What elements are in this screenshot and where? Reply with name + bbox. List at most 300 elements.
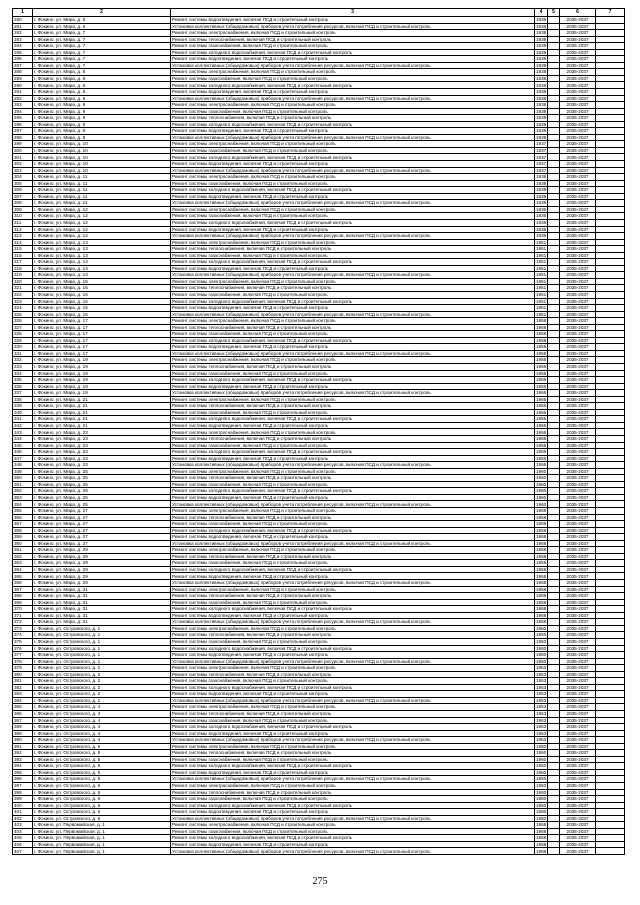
- address-cell: г. Фокино, ул. Мира, д. 29: [33, 573, 171, 580]
- year-cell: 1936: [536, 206, 547, 212]
- address-cell: г. Фокино, ул. Мира, д. 6: [33, 17, 171, 24]
- address-cell: г. Фокино, ул. Мира, д. 25: [33, 501, 171, 508]
- period-cell: 2035-2037: [560, 737, 596, 744]
- year-cell: 1939: [536, 102, 547, 108]
- row-number-cell: 390: [13, 737, 33, 744]
- row-number-cell: 302: [13, 161, 33, 168]
- row-number-cell: 314: [13, 239, 33, 246]
- year-cell: 1951: [536, 305, 547, 311]
- year-cell: 1958: [536, 822, 547, 828]
- row-number-cell: 334: [13, 370, 33, 377]
- period-cell: 2035-2037: [560, 167, 596, 174]
- address-cell: г. Фокино, ул. Мира, д. 31: [33, 619, 171, 626]
- work-type-cell: Ремонт системы водоотведения, включая ПСД и строительный контроль: [171, 193, 535, 200]
- work-type-cell: Ремонт системы газоснабжения, включая ПСД и строительный контроль: [171, 43, 535, 50]
- year-cell: 1960: [536, 494, 547, 500]
- row-number-cell: 296: [13, 121, 33, 128]
- year-cell: 1953: [536, 724, 547, 730]
- year-cell: 1956: [536, 390, 547, 396]
- address-cell: г. Фокино, ул. Островского, д. 6: [33, 809, 171, 816]
- work-type-cell: Ремонт системы холодного водоснабжения, включая ПСД и строительный контроль: [171, 154, 535, 161]
- address-cell: г. Фокино, ул. Мира, д. 31: [33, 606, 171, 613]
- year-cell: 1950: [536, 763, 547, 769]
- year-cell: 1936: [536, 220, 547, 225]
- period-cell: 2035-2037: [560, 161, 596, 168]
- year-cell: 1939: [536, 121, 547, 127]
- header-cell-6: 6: [560, 9, 596, 17]
- row-number-cell: 354: [13, 501, 33, 508]
- period-cell: 2035-2037: [560, 455, 596, 462]
- address-cell: г. Фокино, ул. Островского, д. 4: [33, 724, 171, 731]
- period-cell: 2035-2037: [560, 828, 596, 835]
- row-number-cell: 383: [13, 691, 33, 698]
- work-type-cell: Ремонт системы теплоснабжения, включая ПСД и строительный контроль: [171, 475, 535, 482]
- address-cell: г. Фокино, ул. Мира, д. 9: [33, 108, 171, 115]
- row-number-cell: 391: [13, 743, 33, 750]
- address-cell: г. Фокино, ул. Островского, д. 1: [33, 658, 171, 665]
- address-cell: г. Фокино, ул. Островского, д. 6: [33, 782, 171, 789]
- address-cell: г. Фокино, ул. Мира, д. 9: [33, 121, 171, 128]
- address-cell: г. Фокино, ул. Островского, д. 6: [33, 789, 171, 796]
- row-number-cell: 304: [13, 174, 33, 181]
- year-cell: 1951: [536, 298, 547, 304]
- address-cell: г. Фокино, ул. Мира, д. 15: [33, 305, 171, 312]
- address-cell: г. Фокино, ул. Островского, д. 4: [33, 737, 171, 744]
- row-number-cell: 401: [13, 809, 33, 816]
- work-type-cell: Установка коллективных (общедомовых) приборов учета потребления ресурсов, включая ПСД и строительный контроль: [171, 658, 535, 665]
- row-number-cell: 310: [13, 213, 33, 220]
- row-number-cell: 375: [13, 638, 33, 645]
- address-cell: г. Фокино, ул. Мира, д. 17: [33, 337, 171, 344]
- row-number-cell: 301: [13, 154, 33, 161]
- col7-cell: [596, 848, 625, 855]
- address-cell: г. Фокино, ул. Мира, д. 27: [33, 521, 171, 528]
- address-cell: г. Фокино, ул. Мира, д. 25: [33, 475, 171, 482]
- address-cell: г. Фокино, ул. Мира, д. 13: [33, 265, 171, 272]
- row-number-cell: 312: [13, 226, 33, 233]
- year-cell: 1951: [536, 278, 547, 284]
- row-number-cell: 404: [13, 828, 33, 835]
- year-cell: 1958: [536, 344, 547, 350]
- year-cell: 1956: [536, 396, 547, 402]
- row-number-cell: 294: [13, 108, 33, 115]
- work-type-cell: Ремонт системы газоснабжения, включая ПСД и строительный контроль: [171, 75, 535, 82]
- address-cell: г. Фокино, ул. Мира, д. 21: [33, 422, 171, 429]
- work-type-cell: Установка коллективных (общедомовых) приборов учета потребления ресурсов, включая ПСД и строительный контроль: [171, 233, 535, 240]
- address-cell: г. Фокино, ул. Островского, д. 2: [33, 665, 171, 672]
- row-number-cell: 289: [13, 75, 33, 82]
- row-number-cell: 318: [13, 265, 33, 272]
- year-cell: 1958: [536, 514, 547, 520]
- period-cell: 2035-2037: [560, 724, 596, 731]
- year-cell: 1950: [536, 783, 547, 789]
- year-cell: 1958: [536, 540, 547, 546]
- year-cell: 1953: [536, 730, 547, 736]
- address-cell: г. Фокино, ул. Мира, д. 15: [33, 298, 171, 305]
- work-type-cell: Ремонт системы водоотведения, включая ПСД и строительный контроль: [171, 612, 535, 619]
- address-cell: г. Фокино, ул. Островского, д. 5: [33, 750, 171, 757]
- period-cell: 2035-2037: [560, 527, 596, 534]
- period-cell: 2035-2037: [560, 187, 596, 194]
- work-type-cell: Ремонт системы газоснабжения, включая ПСД и строительный контроль: [171, 442, 535, 449]
- work-type-cell: Установка коллективных (общедомовых) приборов учета потребления ресурсов, включая ПСД и строительный контроль: [171, 697, 535, 704]
- year-cell: 1939: [536, 134, 547, 140]
- header-cell-4: 4: [535, 9, 548, 17]
- work-type-cell: Установка коллективных (общедомовых) приборов учета потребления ресурсов, включая ПСД и строительный контроль: [171, 737, 535, 744]
- row-number-cell: 339: [13, 403, 33, 410]
- period-cell: 2035-2037: [560, 671, 596, 678]
- work-type-cell: Ремонт системы электроснабжения, включая ПСД и строительный контроль: [171, 704, 535, 711]
- work-type-cell: Ремонт системы электроснабжения, включая ПСД и строительный контроль: [171, 278, 535, 285]
- period-cell: 2035-2037: [560, 115, 596, 122]
- year-cell: 1956: [536, 436, 547, 442]
- year-cell: 1958: [536, 560, 547, 566]
- work-type-cell: Ремонт системы теплоснабжения, включая ПСД и строительный контроль: [171, 514, 535, 521]
- work-type-cell: Ремонт системы теплоснабжения, включая ПСД и строительный контроль: [171, 553, 535, 560]
- period-cell: 2035-2037: [560, 822, 596, 829]
- address-cell: г. Фокино, ул. Островского, д. 1: [33, 652, 171, 659]
- work-type-cell: Установка коллективных (общедомовых) приборов учета потребления ресурсов, включая ПСД и строительный контроль: [171, 23, 535, 30]
- year-cell: 1950: [536, 639, 547, 644]
- row-number-cell: 361: [13, 547, 33, 554]
- period-cell: 2035-2037: [560, 337, 596, 344]
- period-cell: 2035-2037: [560, 599, 596, 606]
- row-number-cell: 308: [13, 200, 33, 207]
- work-type-cell: Ремонт системы холодного водоснабжения, включая ПСД и строительный контроль: [171, 802, 535, 809]
- work-type-cell: Ремонт системы холодного водоснабжения, включая ПСД и строительный контроль: [171, 566, 535, 573]
- year-cell: 1950: [536, 789, 547, 795]
- period-cell: 2035-2037: [560, 23, 596, 30]
- year-cell: 1960: [536, 501, 547, 507]
- work-type-cell: Ремонт системы холодного водоснабжения, включая ПСД и строительный контроль: [171, 835, 535, 842]
- year-cell: 1956: [536, 409, 547, 415]
- address-cell: г. Фокино, ул. Мира, д. 17: [33, 324, 171, 331]
- work-type-cell: Ремонт системы холодного водоснабжения, включая ПСД и строительный контроль: [171, 298, 535, 305]
- work-type-cell: Ремонт системы газоснабжения, включая ПСД и строительный контроль: [171, 796, 535, 803]
- year-cell: 1939: [536, 30, 547, 36]
- address-cell: г. Фокино, ул. Мира, д. 9: [33, 102, 171, 109]
- period-cell: 2035-2037: [560, 377, 596, 384]
- period-cell: 2035-2037: [560, 429, 596, 436]
- address-cell: г. Фокино, ул. Первомайская, д. 1: [33, 848, 171, 855]
- year-cell: 1960: [536, 481, 547, 487]
- work-type-cell: Ремонт системы газоснабжения, включая ПСД и строительный контроль: [171, 252, 535, 259]
- period-cell: 2035-2037: [560, 30, 596, 37]
- work-type-cell: Ремонт системы холодного водоснабжения, включая ПСД и строительный контроль: [171, 763, 535, 770]
- work-type-cell: Ремонт системы теплоснабжения, включая ПСД и строительный контроль: [171, 363, 535, 370]
- work-type-cell: Ремонт системы электроснабжения, включая ПСД и строительный контроль: [171, 357, 535, 364]
- work-type-cell: Ремонт системы теплоснабжения, включая ПСД и строительный контроль: [171, 324, 535, 331]
- row-number-cell: 366: [13, 580, 33, 587]
- work-type-cell: Ремонт системы водоотведения, включая ПСД и строительный контроль: [171, 265, 535, 272]
- year-cell: 1939: [536, 180, 547, 186]
- address-cell: г. Фокино, ул. Мира, д. 17: [33, 350, 171, 357]
- year-cell: 1958: [536, 573, 547, 579]
- row-number-cell: 369: [13, 599, 33, 606]
- work-type-cell: Ремонт системы холодного водоснабжения, включая ПСД и строительный контроль: [171, 488, 535, 495]
- work-type-cell: Ремонт системы теплоснабжения, включая ПСД и строительный контроль: [171, 671, 535, 678]
- capital-repair-table: [12, 8, 625, 855]
- year-cell: 1958: [536, 547, 547, 553]
- period-cell: 2035-2037: [560, 298, 596, 305]
- period-cell: 2035-2037: [560, 213, 596, 220]
- row-number-cell: 335: [13, 377, 33, 384]
- row-number-cell: 355: [13, 508, 33, 515]
- period-cell: 2035-2037: [560, 89, 596, 96]
- work-type-cell: Установка коллективных (общедомовых) приборов учета потребления ресурсов, включая ПСД и строительный контроль: [171, 501, 535, 508]
- work-type-cell: Ремонт системы газоснабжения, включая ПСД и строительный контроль: [171, 828, 535, 835]
- address-cell: г. Фокино, ул. Мира, д. 13: [33, 239, 171, 246]
- work-type-cell: Ремонт системы холодного водоснабжения, включая ПСД и строительный контроль: [171, 82, 535, 89]
- year-cell: 1958: [536, 606, 547, 612]
- year-cell: 1956: [536, 422, 547, 428]
- period-cell: 2035-2037: [560, 776, 596, 783]
- row-number-cell: 327: [13, 324, 33, 331]
- year-cell: 1951: [536, 252, 547, 258]
- period-cell: 2035-2037: [560, 246, 596, 253]
- address-cell: г. Фокино, ул. Мира, д. 23: [33, 462, 171, 469]
- address-cell: г. Фокино, ул. Островского, д. 4: [33, 704, 171, 711]
- address-cell: г. Фокино, ул. Мира, д. 11: [33, 187, 171, 194]
- address-cell: г. Фокино, ул. Мира, д. 11: [33, 200, 171, 207]
- row-number-cell: 395: [13, 769, 33, 776]
- address-cell: г. Фокино, ул. Мира, д. 12: [33, 226, 171, 233]
- year-cell: 1938: [536, 69, 547, 75]
- period-cell: 2035-2037: [560, 174, 596, 181]
- address-cell: г. Фокино, ул. Мира, д. 23: [33, 442, 171, 449]
- year-cell: 1953: [536, 671, 547, 677]
- row-number-cell: 307: [13, 193, 33, 200]
- row-number-cell: 378: [13, 658, 33, 665]
- period-cell: 2035-2037: [560, 756, 596, 763]
- year-cell: 1936: [536, 233, 547, 239]
- year-cell: 1937: [536, 167, 547, 173]
- header-cell-2: 2: [33, 9, 171, 17]
- year-cell: 1938: [536, 89, 547, 95]
- work-type-cell: Установка коллективных (общедомовых) приборов учета потребления ресурсов, включая ПСД и строительный контроль: [171, 95, 535, 102]
- row-number-cell: 382: [13, 684, 33, 691]
- address-cell: г. Фокино, ул. Мира, д. 27: [33, 534, 171, 541]
- period-cell: 2035-2037: [560, 521, 596, 528]
- period-cell: 2035-2037: [560, 285, 596, 292]
- row-number-cell: 402: [13, 815, 33, 822]
- year-cell: 1950: [536, 776, 547, 782]
- period-cell: 2035-2037: [560, 802, 596, 809]
- row-number-cell: 387: [13, 717, 33, 724]
- year-cell: 1939: [536, 115, 547, 121]
- row-number-cell: 330: [13, 344, 33, 351]
- work-type-cell: Ремонт системы газоснабжения, включая ПСД и строительный контроль: [171, 560, 535, 567]
- period-cell: 2035-2037: [560, 370, 596, 377]
- year-cell: 1937: [536, 154, 547, 160]
- year-cell: 1956: [536, 462, 547, 468]
- address-cell: г. Фокино, ул. Мира, д. 15: [33, 278, 171, 285]
- year-cell: 1939: [536, 62, 547, 68]
- row-number-cell: 345: [13, 442, 33, 449]
- row-number-cell: 342: [13, 422, 33, 429]
- address-cell: г. Фокино, ул. Островского, д. 5: [33, 769, 171, 776]
- address-cell: г. Фокино, ул. Мира, д. 29: [33, 566, 171, 573]
- period-cell: 2035-2037: [560, 586, 596, 593]
- row-number-cell: 344: [13, 436, 33, 443]
- work-type-cell: Установка коллективных (общедомовых) приборов учета потребления ресурсов, включая ПСД и строительный контроль: [171, 272, 535, 279]
- year-cell: 1960: [536, 475, 547, 481]
- work-type-cell: Ремонт системы электроснабжения, включая ПСД и строительный контроль: [171, 665, 535, 672]
- period-cell: 2035-2037: [560, 252, 596, 259]
- year-cell: 1950: [536, 645, 547, 651]
- period-cell: 2035-2037: [560, 508, 596, 515]
- row-number-cell: 326: [13, 318, 33, 325]
- work-type-cell: Ремонт системы электроснабжения, включая ПСД и строительный контроль: [171, 69, 535, 76]
- work-type-cell: Ремонт системы электроснабжения, включая ПСД и строительный контроль: [171, 30, 535, 37]
- period-cell: 2035-2037: [560, 481, 596, 488]
- address-cell: г. Фокино, ул. Островского, д. 1: [33, 638, 171, 645]
- year-cell: 1958: [536, 619, 547, 625]
- period-cell: 2035-2037: [560, 580, 596, 587]
- work-type-cell: Ремонт системы холодного водоснабжения, включая ПСД и строительный контроль: [171, 377, 535, 384]
- year-cell: 1939: [536, 193, 547, 199]
- address-cell: г. Фокино, ул. Мира, д. 23: [33, 429, 171, 436]
- period-cell: 2035-2037: [560, 763, 596, 770]
- work-type-cell: Ремонт системы электроснабжения, включая ПСД и строительный контроль: [171, 822, 535, 829]
- address-cell: г. Фокино, ул. Мира, д. 7: [33, 56, 171, 63]
- row-number-cell: 324: [13, 305, 33, 312]
- row-number-cell: 305: [13, 180, 33, 187]
- address-cell: г. Фокино, ул. Мира, д. 27: [33, 508, 171, 515]
- year-cell: 1950: [536, 750, 547, 756]
- period-cell: 2035-2037: [560, 206, 596, 213]
- col5-cell: [548, 848, 560, 855]
- period-cell: 2035-2037: [560, 796, 596, 803]
- period-cell: 2035-2037: [560, 422, 596, 429]
- period-cell: 2035-2037: [560, 560, 596, 567]
- period-cell: 2035-2037: [560, 769, 596, 776]
- year-cell: 1951: [536, 292, 547, 298]
- period-cell: 2035-2037: [560, 658, 596, 665]
- address-cell: г. Фокино, ул. Мира, д. 7: [33, 49, 171, 56]
- period-cell: 2035-2037: [560, 17, 596, 24]
- row-number-cell: 285: [13, 49, 33, 56]
- row-number-cell: 336: [13, 383, 33, 390]
- work-type-cell: Ремонт системы теплоснабжения, включая ПСД и строительный контроль: [171, 115, 535, 122]
- work-type-cell: Ремонт системы теплоснабжения, включая ПСД и строительный контроль: [171, 285, 535, 292]
- address-cell: г. Фокино, ул. Островского, д. 5: [33, 776, 171, 783]
- year-cell: 1953: [536, 665, 547, 671]
- work-type-cell: Установка коллективных (общедомовых) приборов учета потребления ресурсов, включая ПСД и строительный контроль: [171, 167, 535, 174]
- row-number-cell: 385: [13, 704, 33, 711]
- year-cell: 1958: [536, 318, 547, 324]
- period-cell: 2035-2037: [560, 102, 596, 109]
- period-cell: 2035-2037: [560, 717, 596, 724]
- work-type-cell: Установка коллективных (общедомовых) приборов учета потребления ресурсов, включая ПСД и строительный контроль: [171, 540, 535, 547]
- header-row: [13, 9, 625, 17]
- work-type-cell: Ремонт системы электроснабжения, включая ПСД и строительный контроль: [171, 468, 535, 475]
- period-cell: 2035-2037: [560, 606, 596, 613]
- period-cell: 2035-2037: [560, 291, 596, 298]
- address-cell: г. Фокино, ул. Мира, д. 21: [33, 396, 171, 403]
- work-type-cell: Установка коллективных (общедомовых) приборов учета потребления ресурсов, включая ПСД и строительный контроль: [171, 619, 535, 626]
- row-number-cell: 295: [13, 115, 33, 122]
- work-type-cell: Ремонт системы водоотведения, включая ПСД и строительный контроль: [171, 455, 535, 462]
- work-type-cell: Ремонт системы электроснабжения, включая ПСД и строительный контроль: [171, 625, 535, 632]
- row-number-cell: 303: [13, 167, 33, 174]
- year-cell: 1950: [536, 796, 547, 802]
- period-cell: 2035-2037: [560, 514, 596, 521]
- address-cell: г. Фокино, ул. Мира, д. 29: [33, 553, 171, 560]
- row-number-cell: 398: [13, 789, 33, 796]
- row-number-cell: 381: [13, 678, 33, 685]
- year-cell: 1951: [536, 239, 547, 245]
- row-number-cell: 352: [13, 488, 33, 495]
- work-type-cell: Ремонт системы газоснабжения, включая ПСД и строительный контроль: [171, 213, 535, 220]
- row-number-cell: 290: [13, 82, 33, 89]
- year-cell: 1958: [536, 508, 547, 514]
- row-number-cell: 316: [13, 252, 33, 259]
- row-number-cell: 323: [13, 298, 33, 305]
- year-cell: 1958: [536, 521, 547, 527]
- work-type-cell: Ремонт системы электроснабжения, включая ПСД и строительный контроль: [171, 508, 535, 515]
- period-cell: 2035-2037: [560, 619, 596, 626]
- address-cell: г. Фокино, ул. Мира, д. 10: [33, 161, 171, 168]
- address-cell: г. Фокино, ул. Мира, д. 29: [33, 560, 171, 567]
- row-number-cell: 392: [13, 750, 33, 757]
- period-cell: 2035-2037: [560, 233, 596, 240]
- period-cell: 2035-2037: [560, 691, 596, 698]
- row-number-cell: 370: [13, 606, 33, 613]
- row-number-cell: 317: [13, 259, 33, 266]
- work-type-cell: Ремонт системы водоотведения, включая ПСД и строительный контроль: [171, 383, 535, 390]
- period-cell: 2035-2037: [560, 350, 596, 357]
- row-number-cell: 367: [13, 586, 33, 593]
- year-cell: 1939: [536, 128, 547, 134]
- year-cell: 1950: [536, 652, 547, 658]
- period-cell: 2035-2037: [560, 540, 596, 547]
- work-type-cell: Ремонт системы газоснабжения, включая ПСД и строительный контроль: [171, 481, 535, 488]
- row-number-cell: 347: [13, 455, 33, 462]
- row-number-cell: 329: [13, 337, 33, 344]
- work-type-cell: Ремонт системы холодного водоснабжения, включая ПСД и строительный контроль: [171, 606, 535, 613]
- period-cell: 2035-2037: [560, 134, 596, 141]
- year-cell: 1958: [536, 599, 547, 605]
- work-type-cell: Ремонт системы водоотведения, включая ПСД и строительный контроль: [171, 128, 535, 135]
- year-cell: 1956: [536, 442, 547, 448]
- period-cell: 2035-2037: [560, 710, 596, 717]
- address-cell: г. Фокино, ул. Мира, д. 15: [33, 311, 171, 318]
- address-cell: г. Фокино, ул. Островского, д. 1: [33, 632, 171, 639]
- work-type-cell: Ремонт системы газоснабжения, включая ПСД и строительный контроль: [171, 717, 535, 724]
- work-type-cell: Установка коллективных (общедомовых) приборов учета потребления ресурсов, включая ПСД и строительный контроль: [171, 815, 535, 822]
- row-number-cell: 297: [13, 128, 33, 135]
- work-type-cell: Ремонт системы водоотведения, включая ПСД и строительный контроль: [171, 56, 535, 63]
- header-cell-5: 5: [548, 9, 560, 17]
- year-cell: 1958: [536, 566, 547, 572]
- work-type-cell: Ремонт системы водоотведения, включая ПСД и строительный контроль: [171, 494, 535, 501]
- period-cell: 2035-2037: [560, 128, 596, 135]
- work-type-cell: Установка коллективных (общедомовых) приборов учета потребления ресурсов, включая ПСД и строительный контроль: [171, 462, 535, 469]
- address-cell: г. Фокино, ул. Мира, д. 21: [33, 416, 171, 423]
- year-cell: 1950: [536, 658, 547, 664]
- period-cell: 2035-2037: [560, 278, 596, 285]
- period-cell: 2035-2037: [560, 494, 596, 501]
- period-cell: 2035-2037: [560, 121, 596, 128]
- work-type-cell: Ремонт системы водоотведения, включая ПСД и строительный контроль: [171, 652, 535, 659]
- row-number-cell: 406: [13, 841, 33, 848]
- year-cell: 1956: [536, 416, 547, 422]
- address-cell: г. Фокино, ул. Островского, д. 4: [33, 710, 171, 717]
- work-type-cell: Ремонт системы электроснабжения, включая ПСД и строительный контроль: [171, 396, 535, 403]
- period-cell: 2035-2037: [560, 462, 596, 469]
- work-type-cell: Установка коллективных (общедомовых) приборов учета потребления ресурсов, включая ПСД и строительный контроль: [171, 350, 535, 357]
